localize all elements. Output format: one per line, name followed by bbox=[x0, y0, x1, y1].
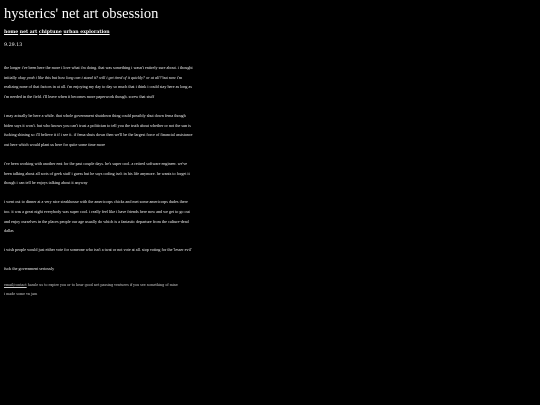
post-paragraph-1-end: but now i'm realizing none of that factors in at all. i'm enjoying my day to day so much that i think i could stay here as long as i'm needed in the field. i'll leave when it becomes more paperwork though. screw that stuff bbox=[4, 74, 192, 99]
post-paragraph-1 bbox=[4, 63, 194, 101]
nav-link-net-art[interactable]: net art bbox=[19, 30, 38, 35]
post-paragraph-3: i've been working with another emt for the past couple days. he's super cool. a retired software engineer. we've been talking about all sorts of geek stuff i guess but he says coding isn't in his life anymore. he wants to forget it though i can tell he enjoys talking about it anyway bbox=[4, 160, 190, 186]
footer-text: hassle us to expire you or to hear good net passing ventures if you see something of mine bbox=[26, 283, 178, 288]
footer-contact-link[interactable]: email/contact bbox=[4, 283, 27, 288]
footer-note: i made some vn jam bbox=[4, 292, 38, 297]
nav-link-chiptune[interactable]: chiptune bbox=[38, 30, 62, 35]
post-paragraph-6: fuck the government seriously bbox=[4, 266, 55, 272]
post-paragraph-1-italic: okay yeah i like this but how long can i stand it? will i get tired of it quickly? or at all? bbox=[17, 74, 162, 80]
post-paragraph-4: i went out to dinner at a very nice steakhouse with the americorps chicks and met some americorps dudes there too. it was a great night everybody was super cool. i really feel like i have friends here now and we get to go out and enjoy ourselves in the places people our age usually do which is a fantastic departure from the culture-dead dallas bbox=[4, 199, 190, 234]
site-title: hysterics' net art obsession bbox=[4, 6, 159, 22]
footer bbox=[4, 283, 194, 288]
post-date: 9.29.13 bbox=[4, 43, 23, 48]
post-paragraph-5: i wish people would just either vote for someone who isn't a twat or not vote at all. stop voting for the 'lesser evil' bbox=[4, 247, 192, 253]
nav-link-urban-exploration[interactable]: urban exploration bbox=[63, 30, 110, 35]
nav-link-home[interactable]: home bbox=[4, 30, 19, 35]
post-paragraph-1-start: the longer i've been here the more i love what i'm doing. that was something i wasn't entirely sure about. i thought initially bbox=[4, 65, 193, 80]
page-container bbox=[4, 5, 194, 297]
post-paragraph-2: i may actually be here a while. that whole government shutdown thing could possibly shut down fema though biden says it won't. but who knows you can't trust a politician to tell you the truth about whether or not the sun is fucking shining so i'll believe it if i see it. if fema shuts down then we'll be the largest force of financial assistance out here which would plant us here for quite some time more bbox=[4, 112, 193, 147]
nav-bar bbox=[4, 30, 194, 36]
post-body bbox=[4, 63, 194, 274]
